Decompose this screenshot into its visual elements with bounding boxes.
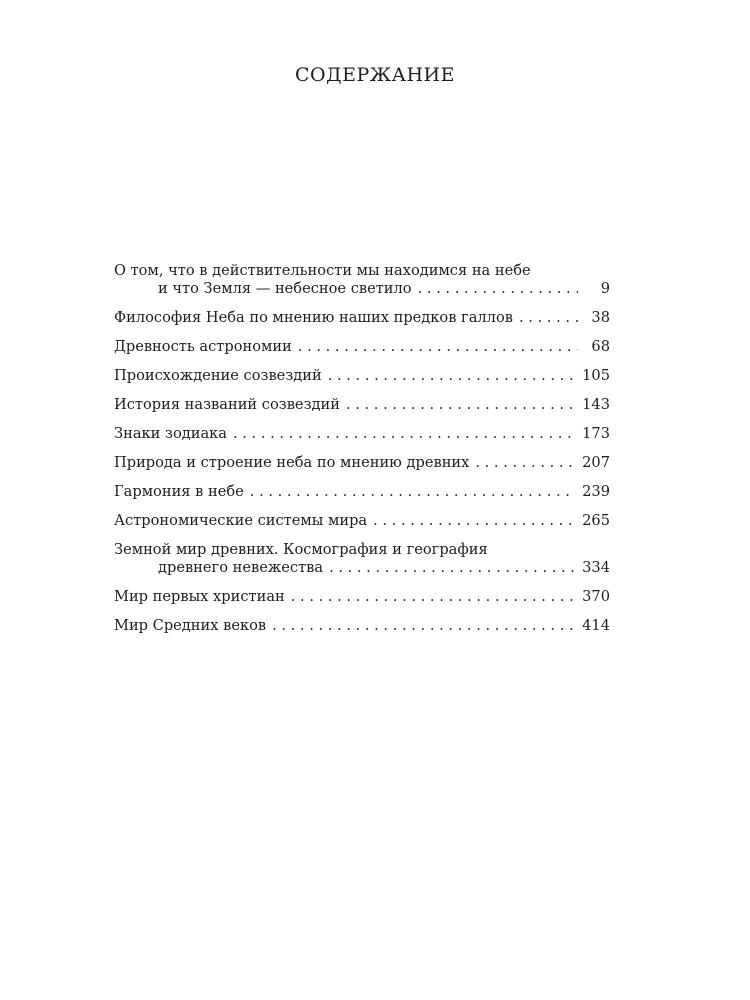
toc-entry xyxy=(114,541,610,577)
dot-leader xyxy=(328,367,576,385)
dot-leader xyxy=(373,512,576,530)
toc-entry xyxy=(114,512,610,530)
dot-leader xyxy=(250,483,576,501)
toc-entry-title-line-1: Земной мир древних. Космография и география xyxy=(114,541,488,558)
toc-entry xyxy=(114,588,610,606)
toc-entry xyxy=(114,338,610,356)
dot-leader xyxy=(298,338,578,356)
toc-entry-title-line-2: и что Земля — небесное светило xyxy=(158,280,412,297)
dot-leader xyxy=(272,617,576,635)
dot-leader xyxy=(418,280,578,298)
toc-entry-page: 9 xyxy=(600,280,610,297)
toc-entry-page: 105 xyxy=(582,367,610,384)
toc-entry-title: Природа и строение неба по мнению древних xyxy=(114,454,470,471)
toc-entry-title: Астрономические системы мира xyxy=(114,512,368,529)
toc-entry-title: Гармония в небе xyxy=(114,483,244,500)
toc-entry xyxy=(114,309,610,327)
toc-entry-page: 207 xyxy=(582,454,610,471)
dot-leader xyxy=(329,559,576,577)
toc-entry-title: Происхождение созвездий xyxy=(114,367,322,384)
toc-entry xyxy=(114,262,610,298)
table-of-contents xyxy=(114,262,610,646)
toc-entry-page: 265 xyxy=(582,512,610,529)
toc-entry-page: 143 xyxy=(582,396,610,413)
toc-entry xyxy=(114,483,610,501)
toc-entry-page: 334 xyxy=(582,559,610,576)
toc-entry-title: История названий созвездий xyxy=(114,396,340,413)
toc-entry-title: Древность астрономии xyxy=(114,338,292,355)
toc-entry-title: Мир первых христиан xyxy=(114,588,285,605)
toc-entry-page: 239 xyxy=(582,483,610,500)
toc-entry xyxy=(114,617,610,635)
toc-entry-title: Знаки зодиака xyxy=(114,425,227,442)
page-title: СОДЕРЖАНИЕ xyxy=(295,64,455,86)
toc-entry xyxy=(114,454,610,472)
toc-entry xyxy=(114,425,610,443)
dot-leader xyxy=(519,309,578,327)
toc-entry-title: Философия Неба по мнению наших предков галлов xyxy=(114,309,513,326)
dot-leader xyxy=(291,588,576,606)
toc-entry-title-line-1: О том, что в действительности мы находимся на небе xyxy=(114,262,531,279)
dot-leader xyxy=(475,454,576,472)
toc-entry xyxy=(114,396,610,414)
toc-entry-page: 68 xyxy=(591,338,610,355)
toc-entry-title: Мир Средних веков xyxy=(114,617,267,634)
dot-leader xyxy=(233,425,576,443)
dot-leader xyxy=(346,396,576,414)
toc-entry-page: 38 xyxy=(591,309,610,326)
toc-entry-page: 370 xyxy=(582,588,610,605)
toc-entry-page: 414 xyxy=(582,617,610,634)
toc-entry-page: 173 xyxy=(582,425,610,442)
toc-entry-title-line-2: древнего невежества xyxy=(158,559,324,576)
toc-entry xyxy=(114,367,610,385)
